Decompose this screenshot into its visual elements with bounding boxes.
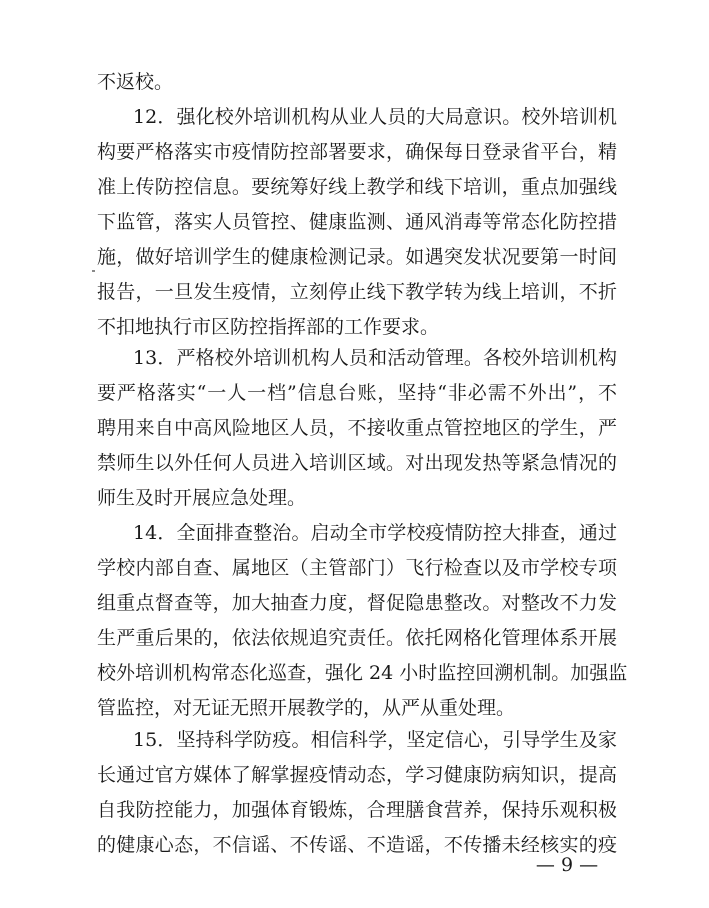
text-line: 禁师生以外任何人员进入培训区域。对出现发热等紧急情况的: [97, 452, 617, 474]
text-line: 要严格落实“一人一档”信息台账，坚持“非必需不外出”，不: [97, 382, 617, 404]
text-line: 准上传防控信息。要统筹好线上教学和线下培训，重点加强线: [97, 176, 617, 198]
text-line: 学校内部自查、属地区（主管部门）飞行检查以及市学校专项: [97, 557, 617, 579]
text-line: 13．严格校外培训机构人员和活动管理。各校外培训机构: [133, 347, 617, 369]
text-line: 施，做好培训学生的健康检测记录。如遇突发状况要第一时间: [97, 246, 617, 268]
text-line: 自我防控能力，加强体育锻炼，合理膳食营养，保持乐观积极: [97, 799, 617, 821]
text-line: 15．坚持科学防疫。相信科学，坚定信心，引导学生及家: [133, 729, 617, 751]
text-line: 师生及时开展应急处理。: [97, 487, 307, 509]
text-line: 管监控，对无证无照开展教学的，从严从重处理。: [97, 697, 516, 719]
text-line: 下监管，落实人员管控、健康监测、通风消毒等常态化防控措: [97, 211, 617, 233]
scan-speck: [92, 270, 95, 272]
text-line: 14．全面排查整治。启动全市学校疫情防控大排查，通过: [133, 522, 617, 544]
text-line: 12．强化校外培训机构从业人员的大局意识。校外培训机: [133, 106, 617, 128]
text-line: 不返校。: [97, 71, 174, 93]
text-line: 生严重后果的，依法依规追究责任。依托网格化管理体系开展: [97, 627, 617, 649]
text-line: 构要严格落实市疫情防控部署要求，确保每日登录省平台，精: [97, 141, 617, 163]
text-line: 组重点督查等，加大抽查力度，督促隐患整改。对整改不力发: [97, 592, 617, 614]
text-line: 校外培训机构常态化巡查，强化 24 小时监控回溯机制。加强监: [97, 662, 628, 684]
text-line: 的健康心态，不信谣、不传谣、不造谣，不传播未经核实的疫: [97, 834, 617, 856]
text-line: 长通过官方媒体了解掌握疫情动态，学习健康防病知识，提高: [97, 764, 617, 786]
text-line: 报告，一旦发生疫情，立刻停止线下教学转为线上培训，不折: [97, 281, 617, 303]
text-line: 聘用来自中高风险地区人员，不接收重点管控地区的学生，严: [97, 417, 617, 439]
text-line: 不扣地执行市区防控指挥部的工作要求。: [97, 316, 440, 338]
page-number: — 9 —: [535, 854, 599, 876]
